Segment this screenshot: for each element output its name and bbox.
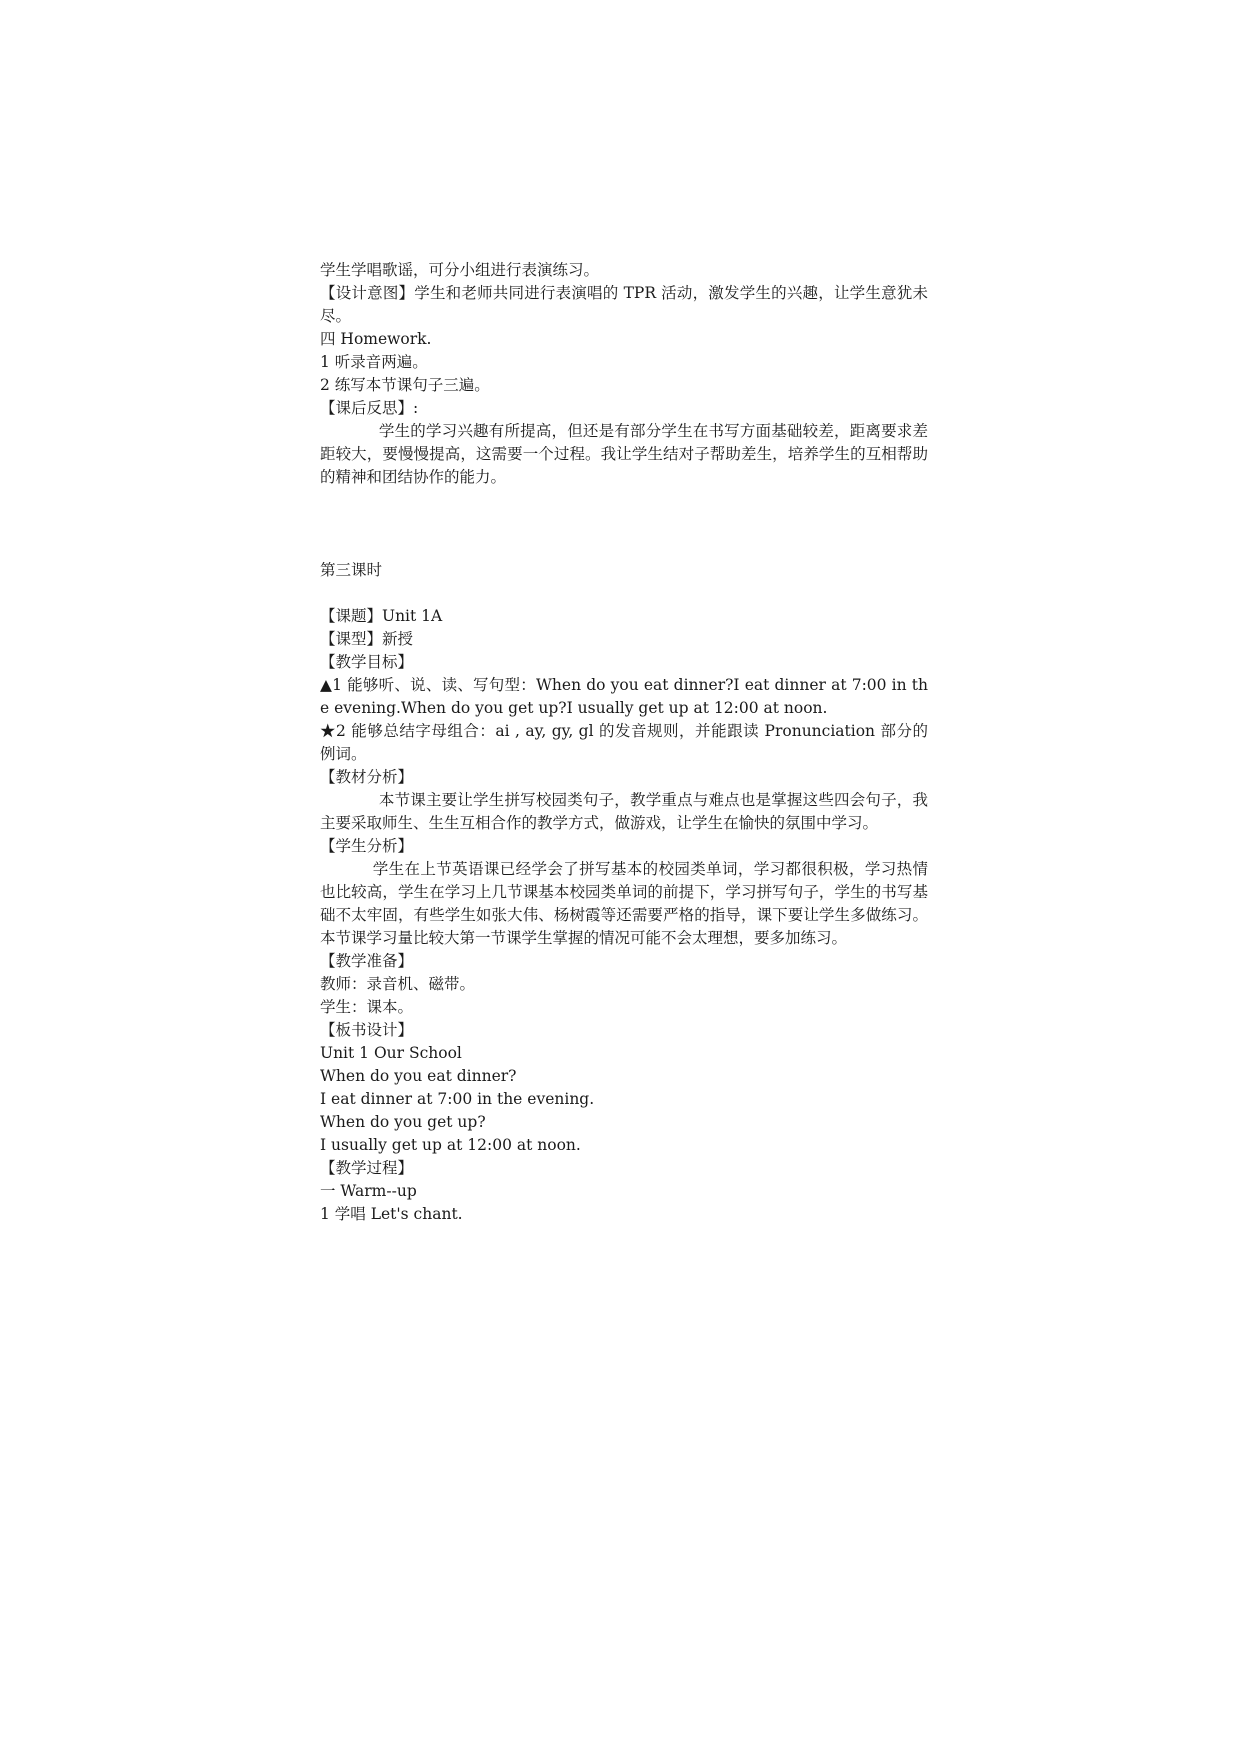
process-step-warmup: 一 Warm--up [320, 1182, 417, 1200]
reflection-paragraph: 学生的学习兴趣有所提高，但还是有部分学生在书写方面基础较差，距离要求差距较大，要慢慢提高，这需要一个过程。我让学生结对子帮助差生，培养学生的互相帮助的精神和团结协作的能力。 [320, 422, 928, 486]
teaching-process-heading: 【教学过程】 [320, 1159, 414, 1177]
board-line-3: I eat dinner at 7:00 in the evening. [320, 1090, 595, 1108]
board-line-2: When do you eat dinner? [320, 1067, 517, 1085]
teaching-prep-heading: 【教学准备】 [320, 952, 414, 970]
chant-practice-text: 学生学唱歌谣，可分小组进行表演练习。 [320, 261, 600, 279]
homework-item-2: 2 练写本节课句子三遍。 [320, 376, 490, 394]
section-lesson-three [320, 605, 928, 1226]
process-step-chant: 1 学唱 Let's chant. [320, 1205, 463, 1223]
teacher-prep-line: 教师：录音机、磁带。 [320, 975, 476, 993]
homework-item-1: 1 听录音两遍。 [320, 353, 428, 371]
board-design-heading: 【板书设计】 [320, 1021, 414, 1039]
student-analysis-heading: 【学生分析】 [320, 837, 414, 855]
goal-item-2: ★2 能够总结字母组合：ai , ay, gy, gl 的发音规则，并能跟读 Pronunciation 部分的例词。 [320, 722, 928, 763]
material-analysis-heading: 【教材分析】 [320, 768, 414, 786]
student-analysis-paragraph: 学生在上节英语课已经学会了拼写基本的校园类单词，学习都很积极，学习热情也比较高，学生在学习上几节课基本校园类单词的前提下，学习拼写句子，学生的书写基础不太牢固，有些学生如张大伟、杨树霞等还需要严格的指导，课下要让学生多做练习。本节课学习量比较大第一节课学生掌握的情况可能不会太理想，要多加练习。 [320, 860, 928, 947]
topic-line: 【课题】Unit 1A [320, 607, 443, 625]
homework-heading: 四 Homework. [320, 330, 432, 348]
board-line-4: When do you get up? [320, 1113, 486, 1131]
lesson-title: 第三课时 [320, 561, 383, 579]
goal-item-1: ▲1 能够听、说、读、写句型：When do you eat dinner?I eat dinner at 7:00 in the evening.When do you get up?I usually get up at 12:00 at noon. [320, 676, 928, 717]
lesson-type-line: 【课型】新授 [320, 630, 414, 648]
material-analysis-paragraph: 本节课主要让学生拼写校园类句子，教学重点与难点也是掌握这些四会句子，我主要采取师生、生生互相合作的教学方式，做游戏，让学生在愉快的氛围中学习。 [320, 791, 928, 832]
reflection-heading: 【课后反思】: [320, 399, 419, 417]
design-intent-paragraph: 【设计意图】学生和老师共同进行表演唱的 TPR 活动，激发学生的兴趣，让学生意犹未尽。 [320, 284, 928, 325]
section-previous-lesson-end [320, 259, 928, 489]
goals-heading: 【教学目标】 [320, 653, 414, 671]
student-prep-line: 学生：课本。 [320, 998, 414, 1016]
board-line-5: I usually get up at 12:00 at noon. [320, 1136, 581, 1154]
lesson-three-title-block [320, 559, 928, 582]
board-line-1: Unit 1 Our School [320, 1044, 462, 1062]
